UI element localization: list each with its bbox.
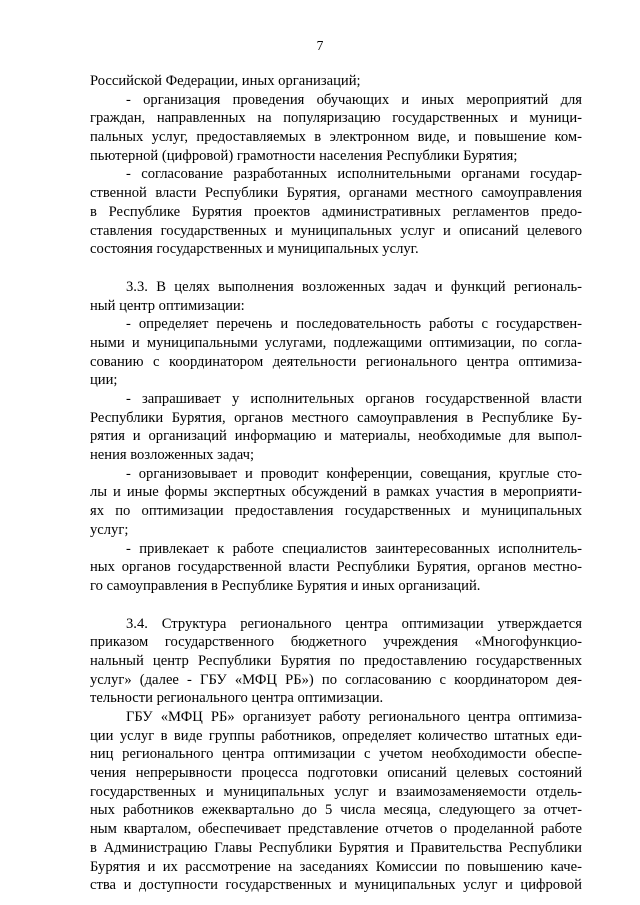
text-line: ции услуг в виде группы работников, определяет количество штатных еди- xyxy=(90,727,582,744)
page-number: 7 xyxy=(316,38,324,53)
text-line: лы и иные формы экспертных обсуждений в рамках участия в мероприяти- xyxy=(90,484,582,501)
text-line: - организация проведения обучающих и иных мероприятий для xyxy=(126,91,582,108)
paragraph-gap xyxy=(90,596,582,615)
text-line: ных органов государственной власти Республики Бурятия, органов местно- xyxy=(90,559,582,576)
text-line: нальный центр Республики Бурятия по предоставлению государственных xyxy=(90,652,582,669)
text-line: рятия и организаций информацию и материалы, необходимые для выпол- xyxy=(90,428,582,445)
text-line: ных работников ежеквартально до 5 числа месяца, следующего за отчет- xyxy=(90,802,582,819)
text-line: сованию с координатором деятельности регионального центра оптимиза- xyxy=(90,353,582,370)
text-line: ный центр оптимизации: xyxy=(90,297,245,314)
text-line: - определяет перечень и последовательность работы с государствен- xyxy=(126,316,582,333)
text-line: 3.3. В целях выполнения возложенных задач и функций региональ- xyxy=(126,278,582,295)
text-line: ства и доступности государственных и муниципальных услуг и цифровой xyxy=(90,877,582,894)
text-line: пальных услуг, предоставляемых в электронном виде, и повышение ком- xyxy=(90,129,582,146)
para-3-4 xyxy=(90,615,582,895)
text-line: - согласование разработанных исполнительными органами государ- xyxy=(126,166,582,183)
text-line: ными и муниципальными услугами, подлежащими оптимизации, по согла- xyxy=(90,334,582,351)
text-line: Республики Бурятия, органов местного самоуправления в Республике Бу- xyxy=(90,409,582,426)
text-line: - организовывает и проводит конференции, совещания, круглые сто- xyxy=(126,465,582,482)
text-line: ниц регионального центра оптимизации с учетом необходимости обеспе- xyxy=(90,746,582,763)
text-line: приказом государственного бюджетного учреждения «Многофункцио- xyxy=(90,634,582,651)
text-line: состояния государственных и муниципальных услуг. xyxy=(90,241,419,258)
text-line: ставления государственных и муниципальных услуг и описаний целевого xyxy=(90,222,582,239)
text-line: тельности регионального центра оптимизации. xyxy=(90,690,384,707)
text-line: граждан, направленных на популяризацию государственных и муници- xyxy=(90,110,582,127)
text-line: государственных и муниципальных услуг и взаимозаменяемости отдель- xyxy=(90,783,582,800)
paragraph-gap xyxy=(90,259,582,278)
text-line: - запрашивает у исполнительных органов государственной власти xyxy=(126,391,582,407)
text-line: Бурятия и их рассмотрение на заседаниях Комиссии по повышению каче- xyxy=(90,858,582,875)
para-continuation xyxy=(90,72,582,259)
text-line: пьютерной (цифровой) грамотности населения Республики Бурятия; xyxy=(90,147,518,164)
text-line: услуг; xyxy=(90,521,129,538)
para-3-3 xyxy=(90,278,582,596)
text-line: го самоуправления в Республике Бурятия и иных организаций. xyxy=(90,577,481,594)
text-line: - привлекает к работе специалистов заинтересованных исполнитель- xyxy=(126,540,582,557)
text-line: нения возложенных задач; xyxy=(90,447,255,464)
document-body xyxy=(90,72,582,895)
text-line: ГБУ «МФЦ РБ» организует работу регионального центра оптимиза- xyxy=(126,709,582,725)
text-line: чения непрерывности процесса подготовки описаний целевых состояний xyxy=(90,765,582,782)
text-line: 3.4. Структура регионального центра оптимизации утверждается xyxy=(126,615,582,632)
text-line: ции; xyxy=(90,372,118,389)
text-line: в Республике Бурятия проектов административных регламентов предо- xyxy=(90,203,582,220)
text-line: в Администрацию Главы Республики Бурятия и Правительства Республики xyxy=(90,839,582,856)
text-line: ственной власти Республики Бурятия, органами местного самоуправления xyxy=(90,185,582,202)
text-line: ным кварталом, обеспечивает представление отчетов о проделанной работе xyxy=(90,821,582,838)
text-line: Российской Федерации, иных организаций; xyxy=(90,73,361,89)
text-line: ях по оптимизации предоставления государственных и муниципальных xyxy=(90,503,582,520)
text-line: услуг» (далее - ГБУ «МФЦ РБ») по согласованию с координатором дея- xyxy=(90,671,582,688)
